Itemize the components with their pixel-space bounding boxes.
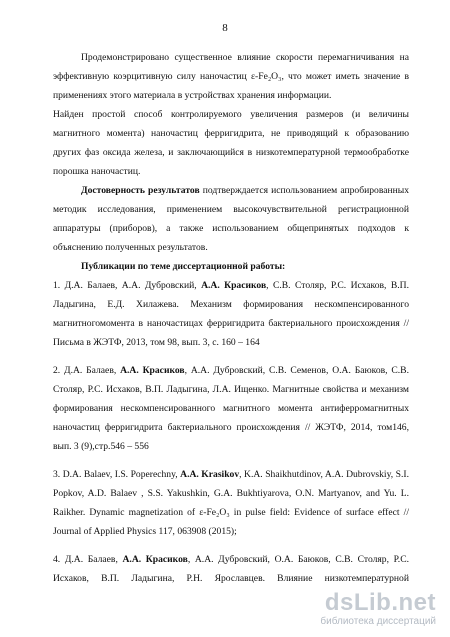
dslib-watermark (320, 591, 436, 627)
reliability-text: подтверждается использованием апробированных методик исследования, применением высокочувствительной регистрационной аппаратуры (приборов), а также использованием общепринятых подходов к объяснению полученных результатов. (53, 185, 409, 253)
paragraph-ferrihydrite: Найден простой способ контролируемого увеличения размеров (и величины магнитного момента) наночастиц ферригидрита, не приводящий к образованию других фаз оксида железа, и заключающийся в низкотемпературной термообработке порошка наночастиц. (53, 109, 409, 177)
reliability-heading: Достоверность результатов (81, 185, 200, 196)
author-highlight: A.A. Krasikov (180, 469, 240, 480)
page-number: 8 (222, 22, 228, 34)
publication-item-1: 1. Д.А. Балаев, А.А. Дубровский, А.А. Красиков, С.В. Столяр, Р.С. Исхаков, В.П. Ладыгина, Е.Д. Хилажева. Механизм формирования нескомпенсированного магнитногомомента в наночастицах ферригидрита бактериального происхождения // Письма в ЖЭТФ, 2013, том 98, вып. 3, с. 160 – 164 (53, 280, 409, 348)
paragraph-coercivity: Продемонстрировано существенное влияние скорости перемагничивания на эффективную коэрцитивную силу наночастиц ε-Fe₂O₃, что может иметь значение в применениях этого материала в устройствах хранения информации. (53, 52, 409, 101)
page-body (53, 48, 409, 588)
publication-item-2: 2. Д.А. Балаев, А.А. Красиков, А.А. Дубровский, С.В. Семенов, О.А. Баюков, С.В. Столяр, Р.С. Исхаков, В.П. Ладыгина, Л.А. Ищенко. Магнитные свойства и механизм формирования нескомпенсированного магнитного момента антиферромагнитных наночастиц ферригидрита бактериального происхождения // ЖЭТФ, 2014, том146, вып. 3 (9),стр.546 – 556 (53, 365, 409, 452)
publications-heading: Публикации по теме диссертационной работы: (81, 261, 286, 272)
publication-item-3: 3. D.A. Balaev, I.S. Poperechny, A.A. Krasikov, K.A. Shaikhutdinov, A.A. Dubrovskiy, S.I. Popkov, A.D. Balaev , S.S. Yakushkin, G.A. Bukhtiyarova, O.N. Martyanov, and Yu. L. Raikher. Dynamic magnetization of ε-Fe₂O₃ in pulse field: Evidence of surface effect // Journal of Applied Physics 117, 063908 (2015); (53, 469, 409, 537)
author-highlight: А.А. Красиков (201, 280, 267, 291)
watermark-logo: dsLib.net (324, 589, 436, 616)
author-highlight: А.А. Красиков (120, 365, 185, 376)
author-highlight: А.А. Красиков (122, 554, 188, 565)
paragraph-reliability (53, 181, 409, 257)
publication-item-4: 4. Д.А. Балаев, А.А. Красиков, А.А. Дубровский, О.А. Баюков, С.В. Столяр, Р.С. Исхаков, В.П. Ладыгина, Р.Н. Ярославцев. Влияние низкотемпературной (53, 554, 409, 584)
watermark-subtitle: библиотека диссертаций (320, 616, 436, 627)
